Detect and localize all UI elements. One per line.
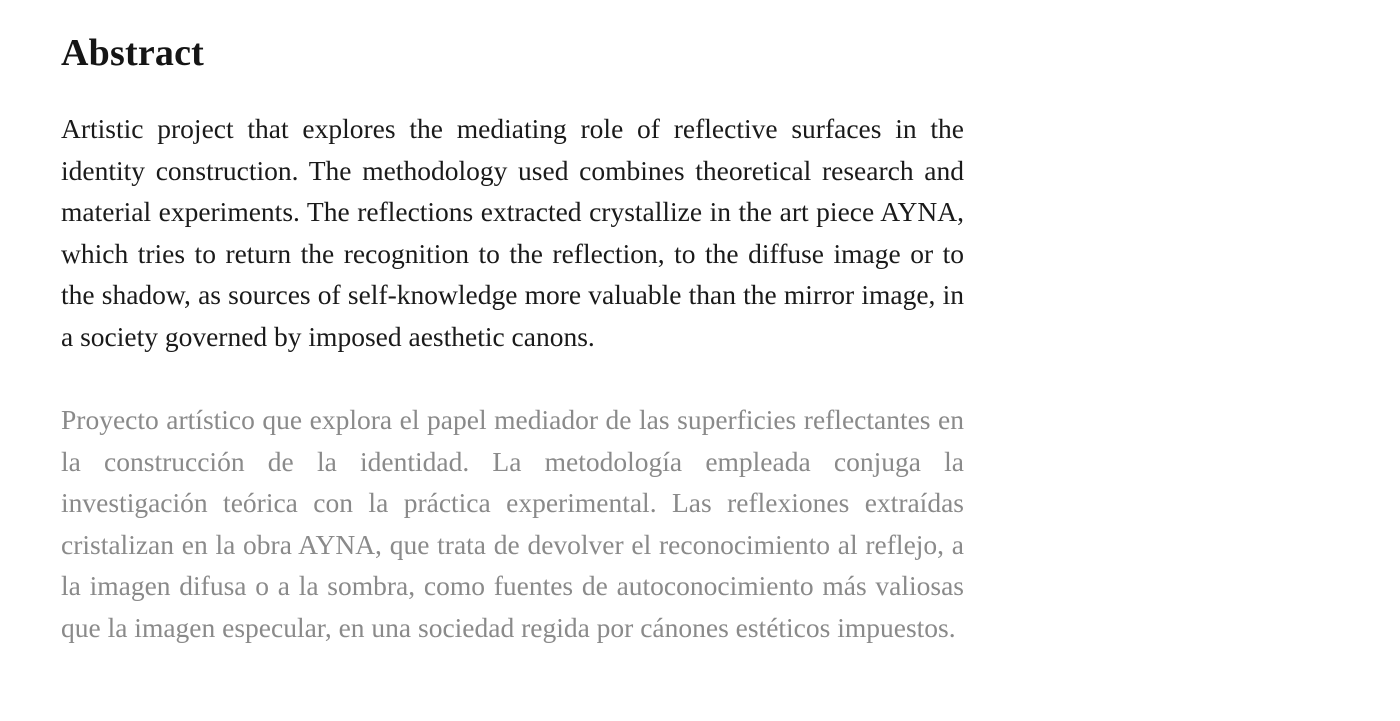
abstract-spanish-paragraph: Proyecto artístico que explora el papel mediador de las superficies reflectantes en la construcción de la identidad. La metodología empleada conjuga la investigación teórica con la práctica experimental. Las reflexiones extraídas cristalizan en la obra AYNA, que trata de devolver el reconocimiento al reflejo, a la imagen difusa o a la sombra, como fuentes de autoconocimiento más valiosas que la imagen especular, en una sociedad regida por cánones estéticos impuestos.	[61, 404, 964, 643]
abstract-heading: Abstract	[61, 32, 205, 74]
abstract-section	[61, 28, 964, 648]
abstract-english-paragraph: Artistic project that explores the mediating role of reflective surfaces in the identity construction. The methodology used combines theoretical research and material experiments. The reflections extracted crystallize in the art piece AYNA, which tries to return the recognition to the reflection, to the diffuse image or to the shadow, as sources of self-knowledge more valuable than the mirror image, in a society governed by imposed aesthetic canons.	[61, 113, 964, 352]
